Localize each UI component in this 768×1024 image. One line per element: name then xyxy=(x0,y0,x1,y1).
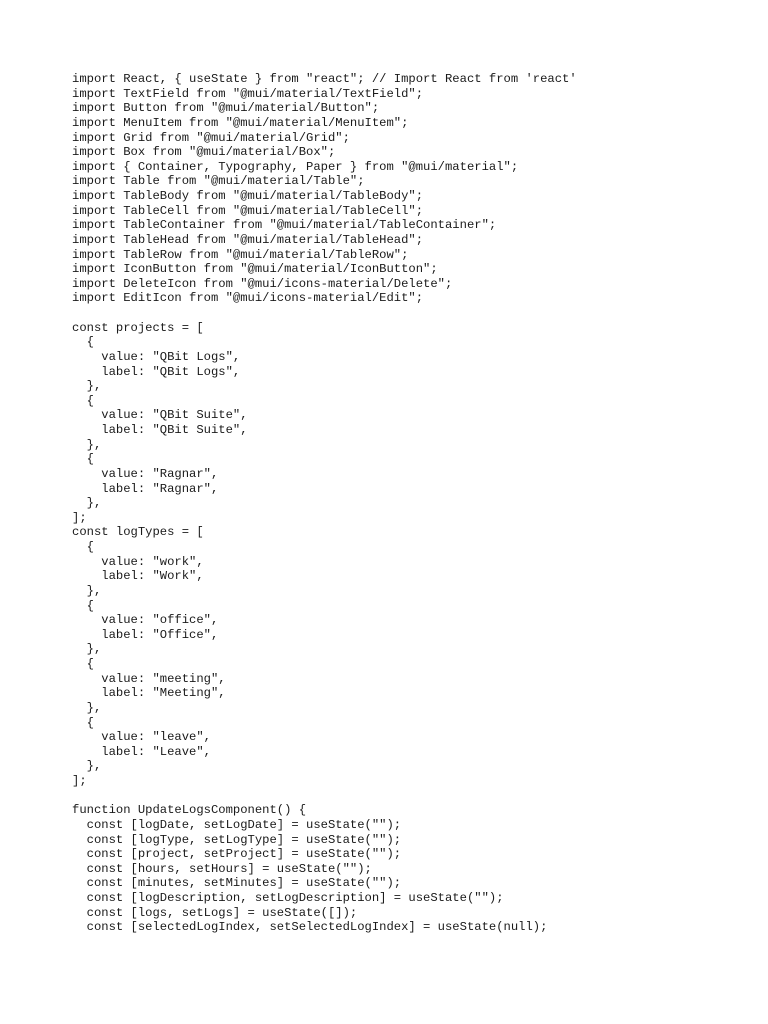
code-line xyxy=(72,306,712,321)
code-line: { xyxy=(72,452,94,467)
code-line: { xyxy=(72,715,94,730)
code-line: import Button from "@mui/material/Button"; xyxy=(72,101,380,116)
code-line: import Table from "@mui/material/Table"; xyxy=(72,174,365,189)
code-line: value: "QBit Suite", xyxy=(72,408,248,423)
code-line: const projects = [ xyxy=(72,320,204,335)
code-line: }, xyxy=(72,700,102,715)
code-line: import TableContainer from "@mui/material/TableContainer"; xyxy=(72,218,497,233)
code-line: const [hours, setHours] = useState(""); xyxy=(72,861,372,876)
code-line: ]; xyxy=(72,510,87,525)
code-line: import { Container, Typography, Paper } from "@mui/material"; xyxy=(72,159,519,174)
code-line: value: "meeting", xyxy=(72,671,226,686)
code-line: import IconButton from "@mui/material/IconButton"; xyxy=(72,262,438,277)
code-line: { xyxy=(72,540,94,554)
code-line: label: "Work", xyxy=(72,569,204,584)
code-line: }, xyxy=(72,437,102,452)
code-line: import Grid from "@mui/material/Grid"; xyxy=(72,130,350,145)
code-line: label: "Ragnar", xyxy=(72,481,219,496)
code-line: const [logType, setLogType] = useState(""); xyxy=(72,832,402,847)
code-line: const logTypes = [ xyxy=(72,525,204,540)
code-line: const [logDate, setLogDate] = useState(""); xyxy=(72,817,402,832)
code-line: const [logs, setLogs] = useState([]); xyxy=(72,905,358,920)
code-line: const [selectedLogIndex, setSelectedLogIndex] = useState(null); xyxy=(72,920,548,935)
code-line: { xyxy=(72,598,94,613)
code-line: { xyxy=(72,657,94,671)
code-line: import TableHead from "@mui/material/TableHead"; xyxy=(72,232,424,247)
code-line: import DeleteIcon from "@mui/icons-material/Delete"; xyxy=(72,276,453,291)
code-line: import TableRow from "@mui/material/TableRow"; xyxy=(72,247,409,262)
code-line: import TextField from "@mui/material/TextField"; xyxy=(72,86,424,101)
code-line: import MenuItem from "@mui/material/MenuItem"; xyxy=(72,115,409,130)
code-line: import EditIcon from "@mui/icons-material/Edit"; xyxy=(72,291,424,306)
code-line: label: "QBit Suite", xyxy=(72,423,248,437)
code-line: value: "leave", xyxy=(72,730,211,745)
code-line: }, xyxy=(72,379,102,394)
code-line: value: "work", xyxy=(72,554,204,569)
code-line: { xyxy=(72,393,94,408)
code-line: { xyxy=(72,335,94,350)
code-line: const [project, setProject] = useState(""); xyxy=(72,847,402,862)
code-line: label: "Leave", xyxy=(72,744,211,759)
code-line: import TableCell from "@mui/material/TableCell"; xyxy=(72,203,424,218)
code-line: import TableBody from "@mui/material/TableBody"; xyxy=(72,189,424,203)
code-line: const [minutes, setMinutes] = useState(""); xyxy=(72,876,402,891)
code-block xyxy=(72,72,712,935)
code-line: import Box from "@mui/material/Box"; xyxy=(72,145,336,160)
code-line: label: "QBit Logs", xyxy=(72,364,241,379)
code-line: const [logDescription, setLogDescription] = useState(""); xyxy=(72,891,504,905)
code-line: label: "Office", xyxy=(72,627,219,642)
code-line: value: "office", xyxy=(72,613,219,628)
code-line: }, xyxy=(72,642,102,657)
code-line: value: "QBit Logs", xyxy=(72,349,241,364)
code-line: }, xyxy=(72,583,102,598)
code-line: }, xyxy=(72,759,102,774)
code-line: ]; xyxy=(72,774,87,788)
code-line: value: "Ragnar", xyxy=(72,466,219,481)
code-line: import React, { useState } from "react"; // Import React from 'react' xyxy=(72,72,577,86)
code-line xyxy=(72,789,712,804)
code-line: function UpdateLogsComponent() { xyxy=(72,803,307,818)
code-line: label: "Meeting", xyxy=(72,686,226,701)
code-line: }, xyxy=(72,496,102,511)
